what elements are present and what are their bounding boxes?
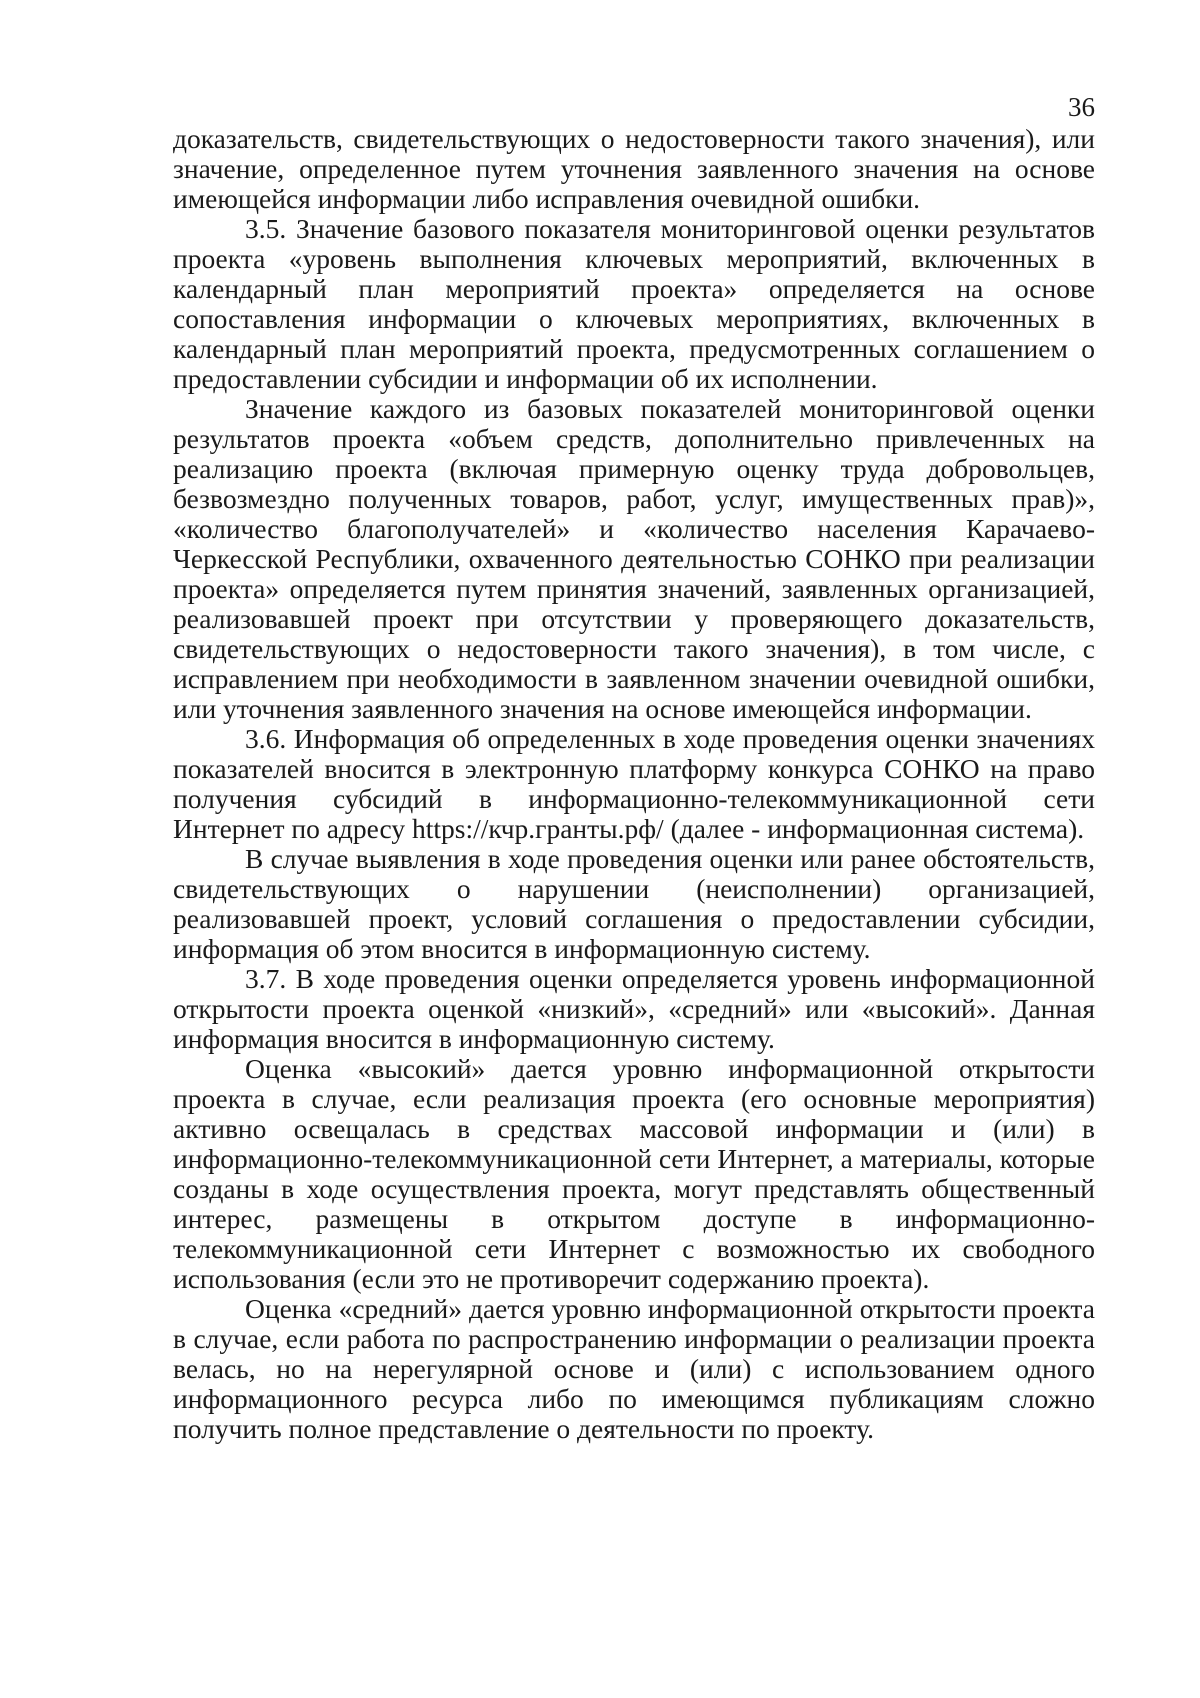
paragraph-3-7: 3.7. В ходе проведения оценки определяется уровень информационной открытости проекта оценкой «низкий», «средний» или «высокий». Данная информация вносится в информационную систему.	[173, 963, 1095, 1054]
paragraph-3-6: 3.6. Информация об определенных в ходе проведения оценки значениях показателей вносится в электронную платформу конкурса СОНКО на право получения субсидий в информационно-телекоммуникационной сети Интернет по адресу https://кчр.гранты.рф/ (далее - информационная система).	[173, 723, 1095, 844]
paragraph-3-5: 3.5. Значение базового показателя мониторинговой оценки результатов проекта «уровень выполнения ключевых мероприятий, включенных в календарный план мероприятий проекта» определяется на основе сопоставления информации о ключевых мероприятиях, включенных в календарный план мероприятий проекта, предусмотренных соглашением о предоставлении субсидии и информации об их исполнении.	[173, 213, 1095, 394]
document-body	[173, 124, 1095, 1444]
page-number: 36	[1068, 92, 1095, 122]
paragraph-violations: В случае выявления в ходе проведения оценки или ранее обстоятельств, свидетельствующих о нарушении (неисполнении) организацией, реализовавшей проект, условий соглашения о предоставлении субсидии, информация об этом вносится в информационную систему.	[173, 843, 1095, 964]
paragraph-base-indicators: Значение каждого из базовых показателей мониторинговой оценки результатов проекта «объем средств, дополнительно привлеченных на реализацию проекта (включая примерную оценку труда добровольцев, безвозмездно полученных товаров, работ, услуг, имущественных прав)», «количество благополучателей» и «количество населения Карачаево-Черкесской Республики, охваченного деятельностью СОНКО при реализации проекта» определяется путем принятия значений, заявленных организацией, реализовавшей проект при отсутствии у проверяющего доказательств, свидетельствующих о недостоверности такого значения), в том числе, с исправлением при необходимости в заявленном значении очевидной ошибки, или уточнения заявленного значения на основе имеющейся информации.	[173, 393, 1095, 724]
paragraph-continuation: доказательств, свидетельствующих о недостоверности такого значения), или значение, определенное путем уточнения заявленного значения на основе имеющейся информации либо исправления очевидной ошибки.	[173, 123, 1095, 214]
paragraph-high-rating: Оценка «высокий» дается уровню информационной открытости проекта в случае, если реализация проекта (его основные мероприятия) активно освещалась в средствах массовой информации и (или) в информационно-телекоммуникационной сети Интернет, а материалы, которые созданы в ходе осуществления проекта, могут представлять общественный интерес, размещены в открытом доступе в информационно-телекоммуникационной сети Интернет с возможностью их свободного использования (если это не противоречит содержанию проекта).	[173, 1053, 1095, 1294]
paragraph-medium-rating: Оценка «средний» дается уровню информационной открытости проекта в случае, если работа по распространению информации о реализации проекта велась, но на нерегулярной основе и (или) с использованием одного информационного ресурса либо по имеющимся публикациям сложно получить полное представление о деятельности по проекту.	[173, 1293, 1095, 1444]
